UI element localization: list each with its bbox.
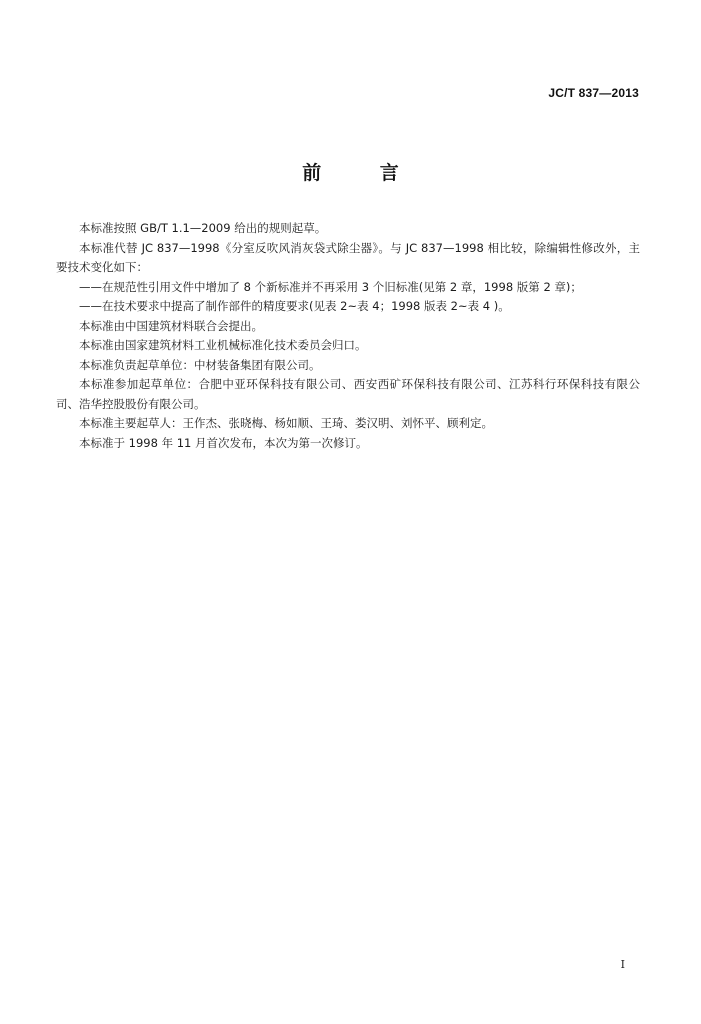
paragraph-participating-drafters: 本标准参加起草单位：合肥中亚环保科技有限公司、西安西矿环保科技有限公司、江苏科行环保科技有限公司、浩华控股股份有限公司。 <box>56 377 640 411</box>
paragraph-drafting-rules: 本标准按照 GB/T 1.1—2009 给出的规则起草。 <box>79 221 327 235</box>
section-heading: 前 言 <box>302 162 425 184</box>
paragraph-proposer: 本标准由中国建筑材料联合会提出。 <box>79 318 263 333</box>
paragraph-change-references: ——在规范性引用文件中增加了 8 个新标准并不再采用 3 个旧标准(见第 2 章，1998 版第 2 章)； <box>79 279 582 294</box>
standard-code: JC/T 837—2013 <box>548 86 639 100</box>
foreword-body <box>56 219 640 453</box>
paragraph-main-drafters: 本标准主要起草人：王作杰、张晓梅、杨如顺、王琦、娄汉明、刘怀平、顾利定。 <box>79 416 493 430</box>
paragraph-lead-drafter: 本标准负责起草单位：中材装备集团有限公司。 <box>79 357 321 372</box>
paragraph-change-precision: ——在技术要求中提高了制作部件的精度要求(见表 2~表 4；1998 版表 2~表 4 )。 <box>79 299 510 313</box>
paragraph-committee: 本标准由国家建筑材料工业机械标准化技术委员会归口。 <box>79 338 367 352</box>
paragraph-replacement: 本标准代替 JC 837—1998《分室反吹风消灰袋式除尘器》。与 JC 837—1998 相比较，除编辑性修改外，主要技术变化如下： <box>56 240 640 274</box>
page-number: I <box>620 958 625 971</box>
paragraph-publication-history: 本标准于 1998 年 11 月首次发布，本次为第一次修订。 <box>79 435 368 450</box>
